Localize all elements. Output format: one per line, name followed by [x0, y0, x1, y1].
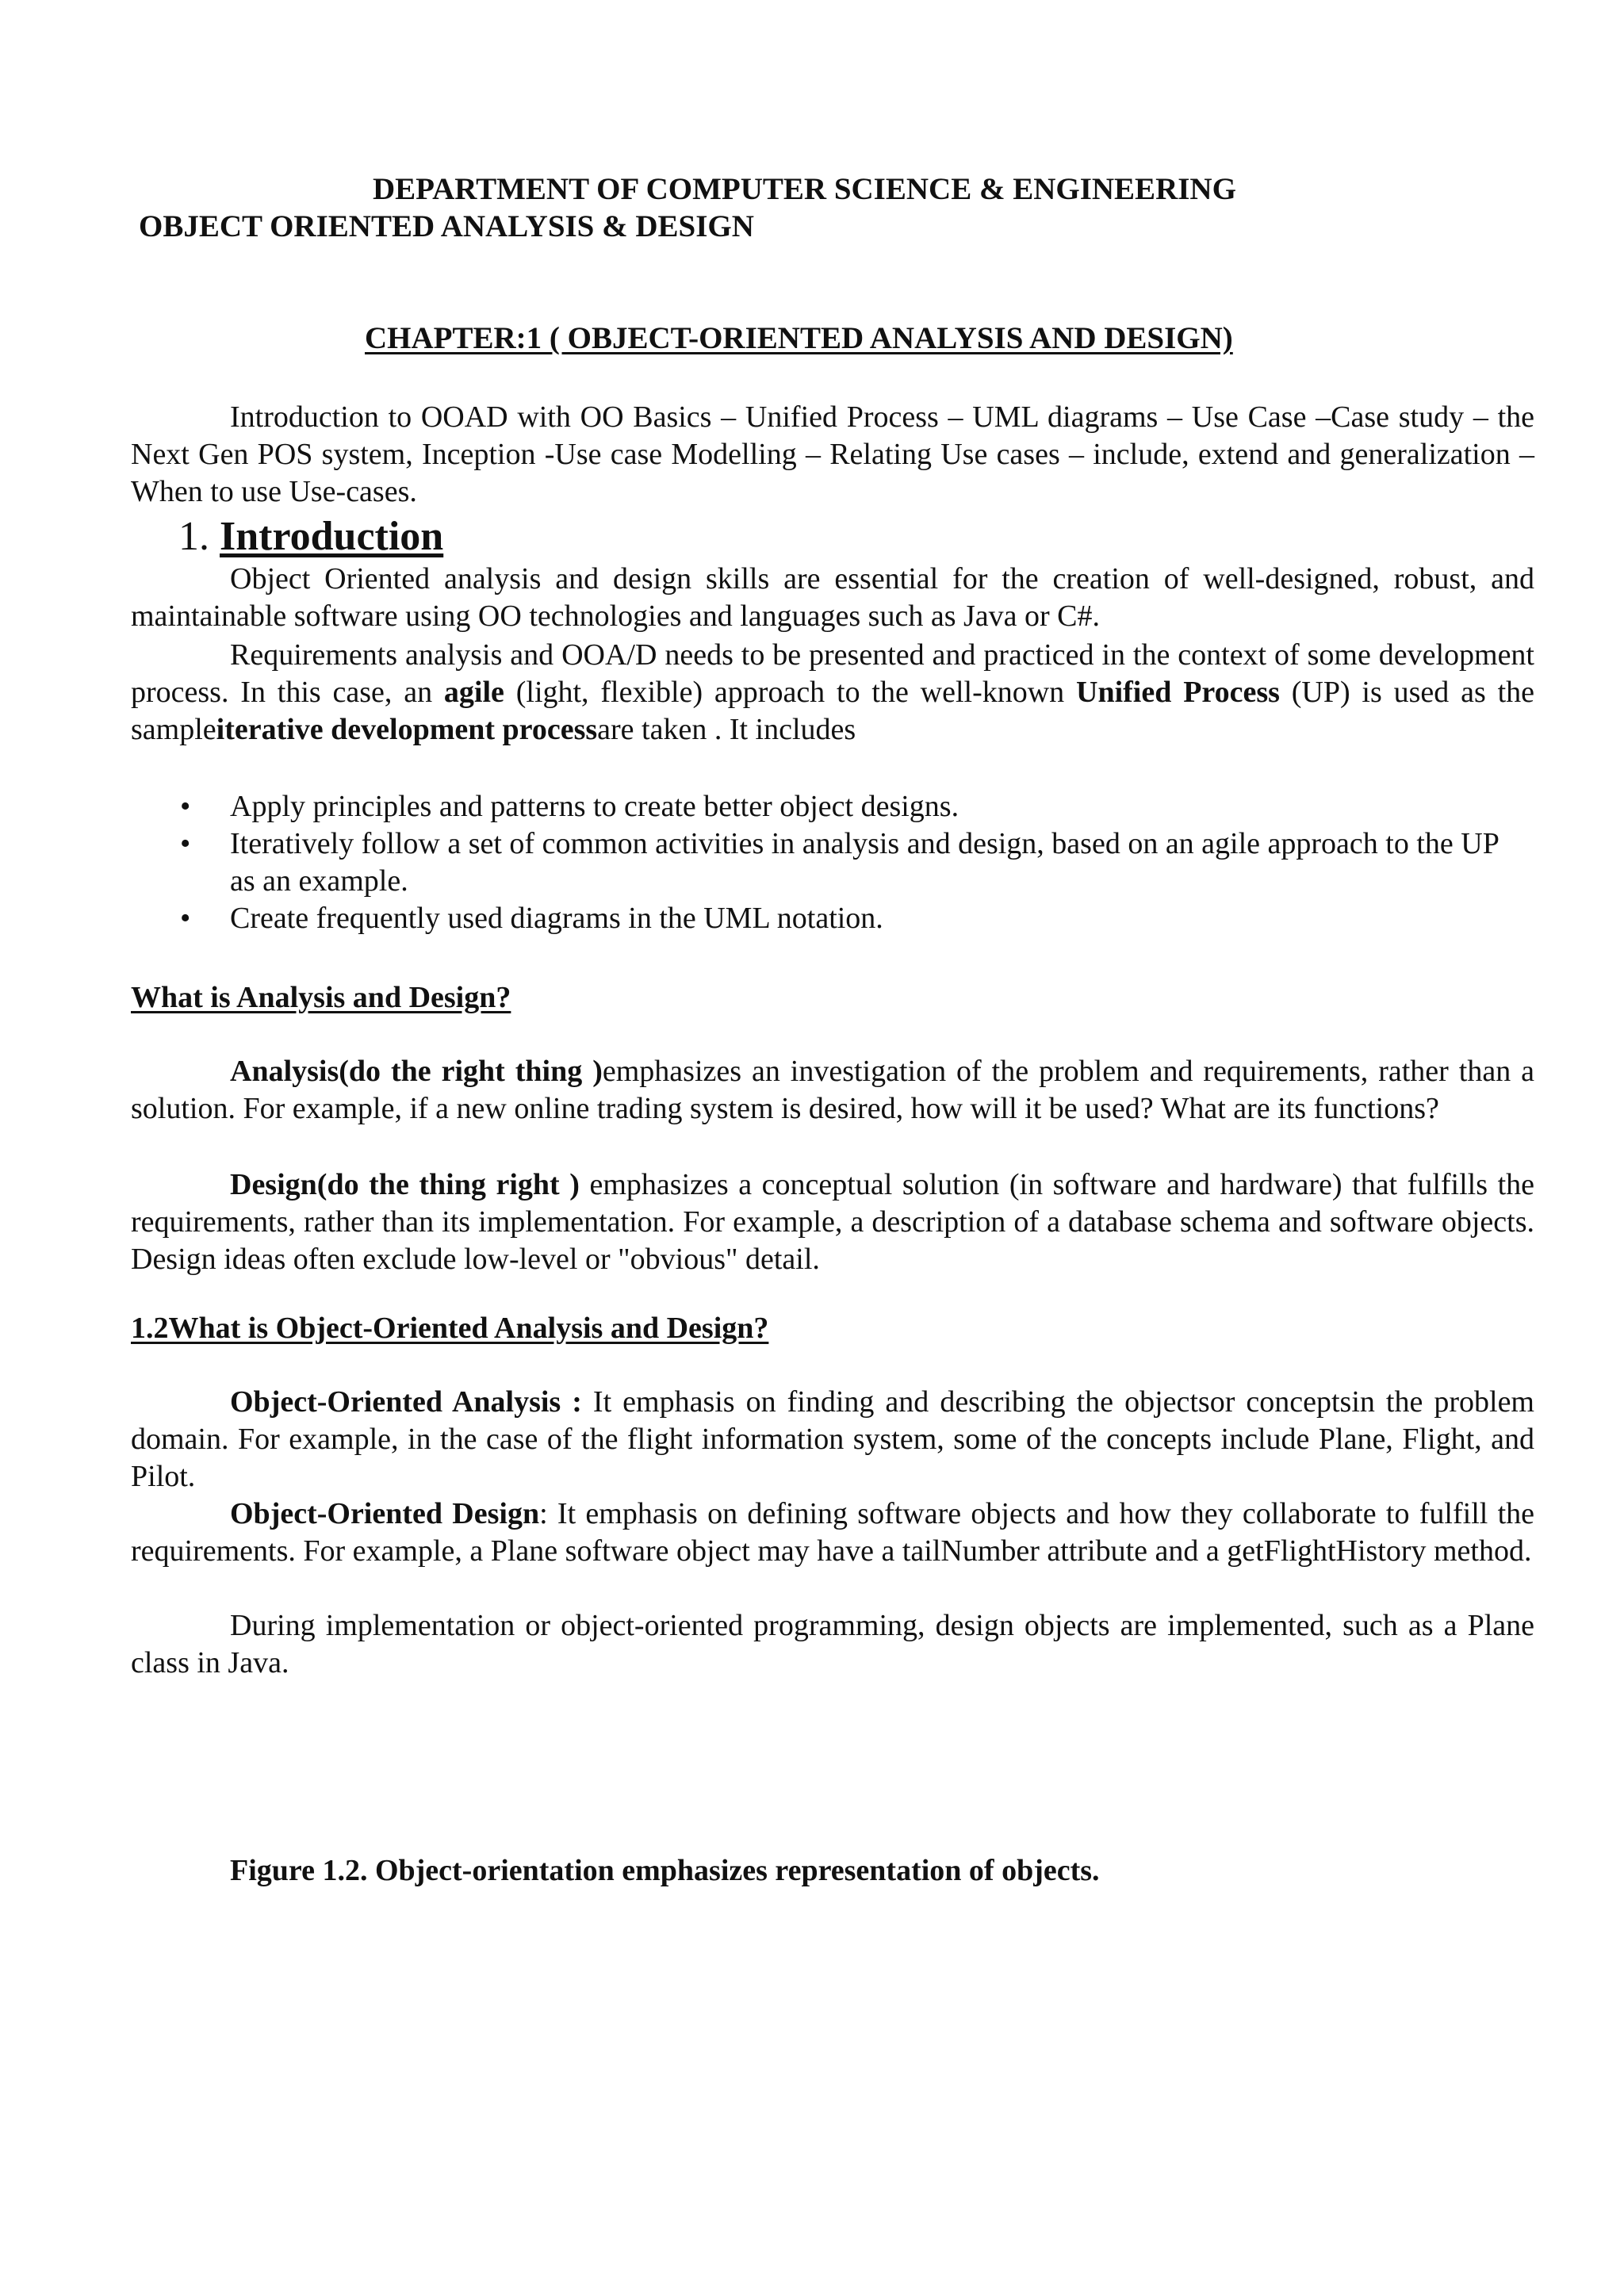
ooa-paragraph — [131, 1384, 1534, 1496]
section-heading-introduction — [178, 512, 443, 561]
list-item — [131, 900, 1511, 937]
intro-bullet-list — [131, 788, 1511, 937]
design-term: Design(do the thing right ) — [230, 1168, 580, 1201]
list-item — [131, 825, 1511, 900]
intro-p2-text-e: (UP) is used as the sample — [131, 676, 1534, 746]
agile-term: agile — [443, 676, 504, 709]
ooad-heading: 1.2What is Object-Oriented Analysis and Design? — [131, 1312, 769, 1345]
bullet-icon: • — [180, 790, 191, 823]
list-item-text: Iteratively follow a set of common activities in analysis and design, based on an agile approach to the UP as an example. — [230, 827, 1499, 898]
intro-p2-text-a: Requirements analysis and OOA/D needs to be presented and practiced in the context of some development process. In this case, an — [131, 638, 1534, 709]
intro-p2-text-c: (light, flexible) approach to the well-known — [504, 676, 1077, 709]
course-title: OBJECT ORIENTED ANALYSIS & DESIGN — [139, 209, 754, 243]
list-item — [131, 788, 1511, 825]
ooa-term: Object-Oriented Analysis : — [230, 1385, 582, 1419]
syllabus-paragraph: Introduction to OOAD with OO Basics – Unified Process – UML diagrams – Use Case –Case study – the Next Gen POS system, Inception -Use case Modelling – Relating Use cases – include, extend and generalization – When to use Use-cases. — [131, 400, 1534, 508]
bullet-icon: • — [180, 902, 191, 935]
list-item-text: Create frequently used diagrams in the UML notation. — [230, 902, 883, 935]
list-item-text: Apply principles and patterns to create better object designs. — [230, 790, 959, 823]
figure-caption: Figure 1.2. Object-orientation emphasizes representation of objects. — [230, 1854, 1100, 1887]
design-text: emphasizes a conceptual solution (in software and hardware) that fulfills the requirements, rather than its implementation. For example, a description of a database schema and software objects. Design ideas often exclude low-level or "obvious" detail. — [131, 1168, 1534, 1276]
iterative-process-term: iterative development process — [216, 713, 598, 746]
unified-process-term: Unified Process — [1076, 676, 1280, 709]
section-title: Introduction — [220, 514, 444, 559]
ood-text: : It emphasis on defining software objects and how they collaborate to fulfill the requirements. For example, a Plane software object may have a tailNumber attribute and a getFlightHistory method. — [131, 1497, 1535, 1568]
design-paragraph — [131, 1166, 1534, 1278]
analysis-design-heading: What is Analysis and Design? — [131, 981, 511, 1014]
ooa-text: It emphasis on finding and describing the objectsor conceptsin the problem domain. For example, in the case of the flight information system, some of the concepts include Plane, Flight, and Pilot. — [131, 1385, 1534, 1493]
analysis-term: Analysis(do the right thing ) — [230, 1055, 603, 1088]
department-title: DEPARTMENT OF COMPUTER SCIENCE & ENGINEERING — [373, 172, 1236, 206]
analysis-paragraph — [131, 1053, 1534, 1128]
implementation-paragraph: During implementation or object-oriented programming, design objects are implemented, such as a Plane class in Java. — [131, 1609, 1534, 1679]
intro-paragraph-2 — [131, 637, 1534, 749]
ood-term: Object-Oriented Design — [230, 1497, 540, 1530]
bullet-icon: • — [180, 827, 191, 860]
section-number: 1. — [178, 514, 209, 559]
intro-p2-text-g: are taken . It includes — [597, 713, 856, 746]
intro-paragraph-1: Object Oriented analysis and design skills are essential for the creation of well-designed, robust, and maintainable software using OO technologies and languages such as Java or C#. — [131, 562, 1534, 633]
chapter-title: CHAPTER:1 ( OBJECT-ORIENTED ANALYSIS AND DESIGN) — [365, 321, 1233, 355]
ood-paragraph — [131, 1496, 1534, 1570]
analysis-text: emphasizes an investigation of the problem and requirements, rather than a solution. For example, if a new online trading system is desired, how will it be used? What are its functions? — [131, 1055, 1535, 1125]
